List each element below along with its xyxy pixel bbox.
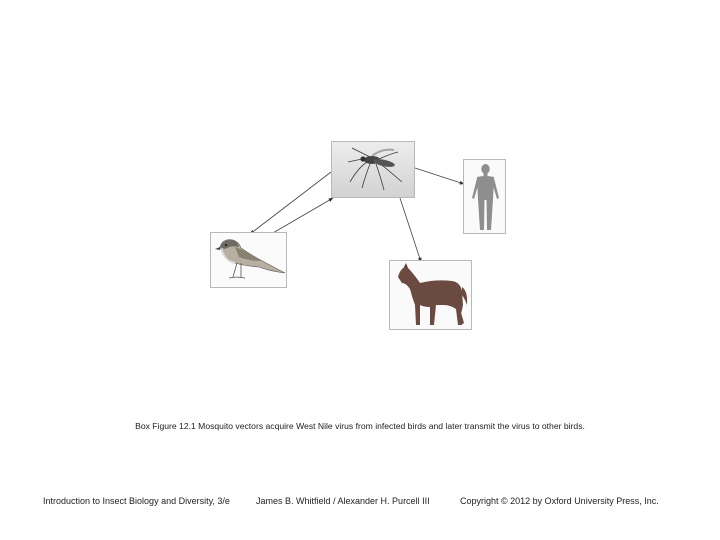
footer-copyright: Copyright © 2012 by Oxford University Press, Inc. [460, 496, 659, 506]
mosquito-image [331, 141, 415, 198]
arrow-mosquito-to-horse [398, 192, 421, 262]
arrow-mosquito-to-bird [250, 172, 331, 234]
footer-authors: James B. Whitfield / Alexander H. Purcell III [256, 496, 430, 506]
figure-caption: Box Figure 12.1 Mosquito vectors acquire West Nile virus from infected birds and later transmit the virus to other birds. [135, 421, 585, 431]
bird-icon [211, 233, 287, 288]
horse-icon [390, 261, 472, 330]
footer-book-title: Introduction to Insect Biology and Diversity, 3/e [43, 496, 230, 506]
human-silhouette-icon [464, 160, 506, 234]
horse-image [389, 260, 472, 330]
mosquito-icon [332, 142, 415, 198]
arrow-mosquito-to-human [415, 168, 464, 184]
human-image [463, 159, 506, 234]
bird-image [210, 232, 287, 288]
